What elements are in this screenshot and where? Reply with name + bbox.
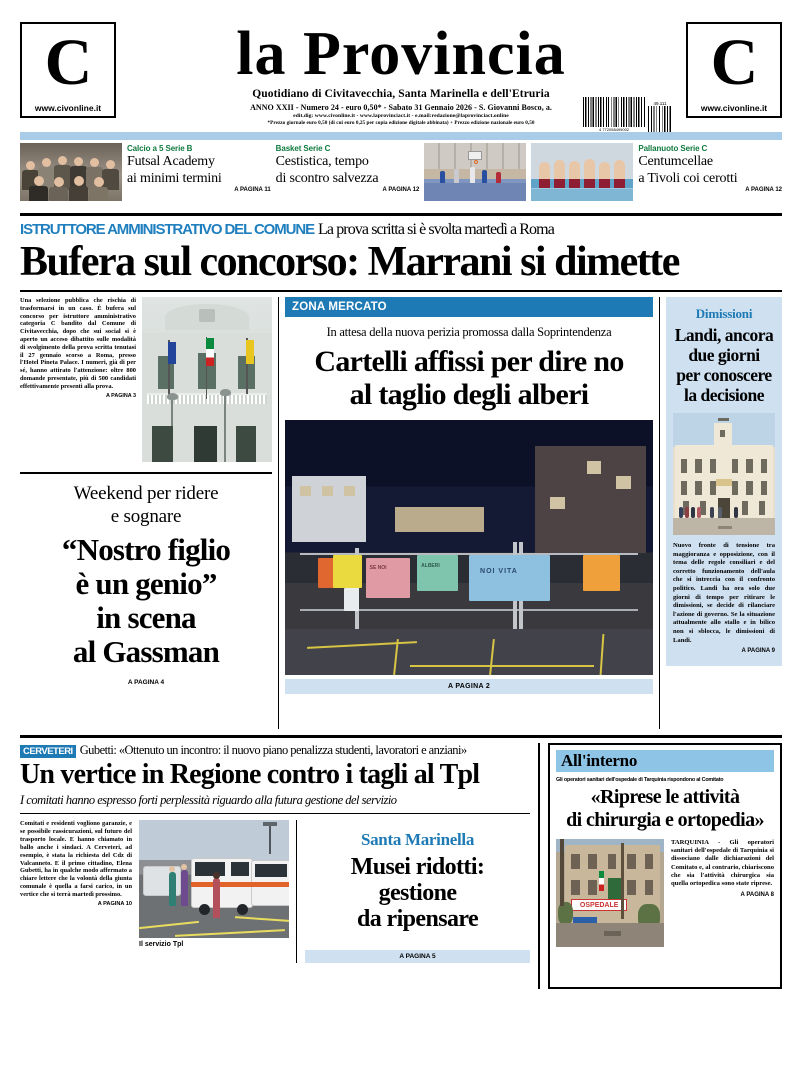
column-center xyxy=(278,297,660,729)
culture-headline-line3: in scena xyxy=(96,600,196,635)
logo-website-right[interactable]: www.civonline.it xyxy=(700,103,768,113)
allinterno-body-text xyxy=(671,839,774,947)
santa-marinella-page-reference[interactable]: A PAGINA 5 xyxy=(305,950,530,963)
masthead xyxy=(20,0,782,132)
allinterno-lower xyxy=(556,839,774,947)
center-page-reference[interactable]: A PAGINA 2 xyxy=(285,679,653,694)
teaser-title-futsal-line1: Futsal Academy xyxy=(127,154,215,169)
issue-info-line: ANNO XXII - Numero 24 - euro 0,50* - Sabato 31 Gennaio 2026 - S. Giovanni Bosco, a. xyxy=(250,103,552,112)
dimissioni-photo-palazzo xyxy=(673,413,775,535)
lead-kicker-row xyxy=(20,221,782,239)
column-right xyxy=(660,297,782,729)
divider-above-bottom xyxy=(20,735,782,738)
allinterno-headline-line2: di chirurgia e ortopedia» xyxy=(566,809,764,831)
santa-marinella-headline-line2: gestione xyxy=(378,880,457,906)
dimissioni-body-paragraph: Nuovo fronte di tensione tra maggioranza e opposizione, con il tema delle regole consiliari e del corretto funzionamento dell'aula che si intreccia con il confronto politico. Landi ha ora solo due giorni di tempo per ritirare le dimissioni, se decide di rilanciare l'azione di governo. Se la situazione attualmente allo stallo e in bilico non si sblocca, le dimissioni di Landi. xyxy=(673,542,775,644)
allinterno-section-bar: All'interno xyxy=(556,750,774,772)
logo-letter-c-icon: C xyxy=(44,26,92,99)
culture-story[interactable] xyxy=(20,482,272,686)
barcode-zone xyxy=(583,97,672,132)
cerveteri-photo-block xyxy=(139,820,289,963)
cerveteri-body-paragraph: Comitati e residenti vogliono garanzie, e se possibile rassicurazioni, sul futuro del trasporto locale. E hanno chiamato in ballo anche i sindaci. A Cerveteri, ad esempio, è stata la richiesta del Cdz di Valcanneto. E il primo cittadino, Elena Gubetti, ha in qualche modo affermato a chiare lettere che la volontà della giunta comunale è quella a farsi carico, in un vertice che si terrà martedì prossimo. xyxy=(20,820,132,899)
lead-body-paragraph: Una selezione pubblica che rischia di trasformarsi in un caso. È bufera sul concorso per istruttore amministrativo categoria C bandito dal Comune di Civitavecchia, dopo che sui social si è aperto un acceso dibattito sulle modalità di svolgimento della prova scritta tenutasi il 27 gennaio scorso a Roma, presso l'Hotel Pineta Palace. I numeri, già di per sé, hanno attirato l'attenzione: oltre 800 domande presentate, più di 500 candidati effettivamente presenti alla prova. xyxy=(20,297,136,390)
allinterno-kicker: Gli operatori sanitari dell'ospedale di Tarquinia rispondono al Comitato xyxy=(556,777,724,783)
culture-kicker-line2: e sognare xyxy=(110,506,182,527)
masthead-center xyxy=(116,20,686,132)
lead-page-reference[interactable]: A PAGINA 3 xyxy=(105,392,136,399)
teaser-text-pallanuoto xyxy=(638,143,782,209)
logo-right[interactable] xyxy=(686,22,782,118)
divider-below-cerveteri xyxy=(20,813,530,814)
divider-below-lead-headline xyxy=(20,290,782,292)
teaser-kicker-basket: Basket Serie C xyxy=(275,144,331,153)
dimissioni-page-reference[interactable]: A PAGINA 9 xyxy=(741,648,775,655)
teaser-title-basket-line1: Cestistica, tempo xyxy=(275,154,369,169)
column-left xyxy=(20,297,278,729)
teaser-page-futsal: A PAGINA 11 xyxy=(234,187,271,193)
culture-headline-line4: al Gassman xyxy=(72,634,220,669)
teaser-photo-basket xyxy=(424,143,526,201)
dimissioni-headline-line1: Landi, ancora xyxy=(674,325,774,345)
lead-subhead: La prova scritta si è svolta martedì a Roma xyxy=(318,221,554,238)
blue-divider-strip xyxy=(20,132,782,140)
lead-headline[interactable]: Bufera sul concorso: Marrani si dimette xyxy=(20,239,679,285)
santa-marinella-kicker: Santa Marinella xyxy=(360,830,475,849)
barcode-secondary-icon xyxy=(648,106,672,132)
teaser-kicker-futsal: Calcio a 5 Serie B xyxy=(127,144,193,153)
cerveteri-subhead: Gubetti: «Ottenuto un incontro: il nuovo piano penalizza studenti, lavoratori e anziani» xyxy=(79,743,467,757)
teaser-title-basket-line2: di scontro salvezza xyxy=(275,170,379,186)
allinterno-box[interactable] xyxy=(548,743,782,989)
teaser-photo-pallanuoto xyxy=(531,143,633,201)
teaser-photo-futsal xyxy=(20,143,122,201)
teaser-futsal[interactable] xyxy=(20,143,276,209)
divider-above-culture xyxy=(20,472,272,474)
contact-info-line: edit.dig: www.civonline.it - www.laprovinciact.it - e.mail:redazione@laprovinciact.online xyxy=(293,113,509,119)
teaser-basket[interactable] xyxy=(276,143,532,209)
center-headline-line2[interactable]: al taglio degli alberi xyxy=(349,378,589,411)
newspaper-subtitle: Quotidiano di Civitavecchia, Santa Marinella e dell'Etruria xyxy=(252,88,550,100)
divider-above-lead xyxy=(20,213,782,216)
bottom-right-block xyxy=(538,743,782,989)
teaser-kicker-pallanuoto: Pallanuoto Serie C xyxy=(638,144,708,153)
dimissioni-kicker: Dimissioni xyxy=(695,306,753,321)
dimissioni-headline-line4: la decisione xyxy=(683,385,765,405)
bottom-section xyxy=(20,743,782,989)
cerveteri-photo-buses xyxy=(139,820,289,938)
teaser-pallanuoto[interactable] xyxy=(531,143,782,209)
price-info-line: *Prezzo giornale euro 0,50 (di cui euro 0,25 per copia edizione digitale abbinata) + Prezzo edizione nazionale euro 0,50 xyxy=(267,120,535,126)
lead-photo-town-hall xyxy=(142,297,272,462)
center-subhead: In attesa della nuova perizia promossa dalla Soprintendenza xyxy=(326,325,612,339)
logo-left[interactable] xyxy=(20,22,116,118)
main-content-grid xyxy=(20,297,782,729)
center-photo-night-protest: SE NOI ALBERI NOI VITA xyxy=(285,420,653,675)
allinterno-headline-line1: «Riprese le attività xyxy=(590,786,740,808)
teaser-title-pallanuoto-line2: a Tivoli coi cerotti xyxy=(638,170,738,186)
center-headline-line1[interactable]: Cartelli affissi per dire no xyxy=(314,345,624,378)
lead-kicker: ISTRUTTORE AMMINISTRATIVO DEL COMUNE xyxy=(20,221,315,238)
culture-headline-line2: è un genio” xyxy=(75,566,217,601)
teaser-title-futsal-line2: ai minimi termini xyxy=(127,170,222,186)
culture-page-reference[interactable]: A PAGINA 4 xyxy=(127,679,165,686)
cerveteri-page-reference[interactable]: A PAGINA 10 xyxy=(97,901,132,908)
lead-body-text xyxy=(20,297,136,465)
culture-kicker-line1: Weekend per ridere xyxy=(73,483,219,504)
sport-teaser-strip xyxy=(20,143,782,209)
newspaper-nameplate: la Provincia xyxy=(236,20,566,88)
teaser-text-basket xyxy=(276,143,420,209)
barcode-ean-number: 4 772058499002 xyxy=(598,127,630,132)
santa-marinella-headline-line3: da ripensare xyxy=(356,906,479,932)
dimissioni-body-text xyxy=(673,542,775,656)
teaser-page-pallanuoto: A PAGINA 12 xyxy=(745,187,783,193)
allinterno-page-reference[interactable]: A PAGINA 8 xyxy=(740,892,774,899)
dimissioni-headline-line2: due giorni xyxy=(688,345,760,365)
barcode-ean-icon xyxy=(583,97,645,127)
cerveteri-photo-caption: Il servizio Tpl xyxy=(139,941,184,948)
teaser-text-futsal xyxy=(127,143,271,209)
cerveteri-tag: CERVETERI xyxy=(20,745,76,758)
lead-story-block xyxy=(20,297,272,465)
santa-marinella-headline-line1: Musei ridotti: xyxy=(350,854,485,880)
section-bar-zona-mercato: ZONA MERCATO xyxy=(285,297,653,317)
logo-letter-c-icon-right: C xyxy=(710,26,758,99)
cerveteri-headline[interactable]: Un vertice in Regione contro i tagli al Tpl xyxy=(20,759,480,790)
bottom-left-block xyxy=(20,743,538,989)
cerveteri-deck: I comitati hanno espresso forti perplessità riguardo alla futura gestione del servizio xyxy=(20,793,397,807)
masthead-info xyxy=(122,101,680,132)
culture-headline-line1: “Nostro figlio xyxy=(61,532,231,567)
teaser-page-basket: A PAGINA 12 xyxy=(382,187,420,193)
allinterno-photo-ospedale: OSPEDALE xyxy=(556,839,664,947)
santa-marinella-block[interactable] xyxy=(296,820,530,963)
allinterno-body-paragraph: TARQUINIA - Gli operatori sanitari dell'ospedale di Tarquinia si dissociano dalle dichiarazioni del Comitato e, al contrario, chiariscono che sia l'attività chirurgica sia quella ortopedica sono state riprese. xyxy=(671,839,774,888)
bottom-left-lower xyxy=(20,820,530,963)
dimissioni-box[interactable] xyxy=(666,297,782,666)
logo-website-left[interactable]: www.civonline.it xyxy=(34,103,102,113)
cerveteri-kicker-row xyxy=(20,743,530,758)
dimissioni-headline-line3: per conoscere xyxy=(676,365,772,385)
cerveteri-body-text xyxy=(20,820,132,963)
teaser-title-pallanuoto-line1: Centumcellae xyxy=(638,154,713,169)
barcode-issue-number: 49.111 xyxy=(653,101,667,106)
